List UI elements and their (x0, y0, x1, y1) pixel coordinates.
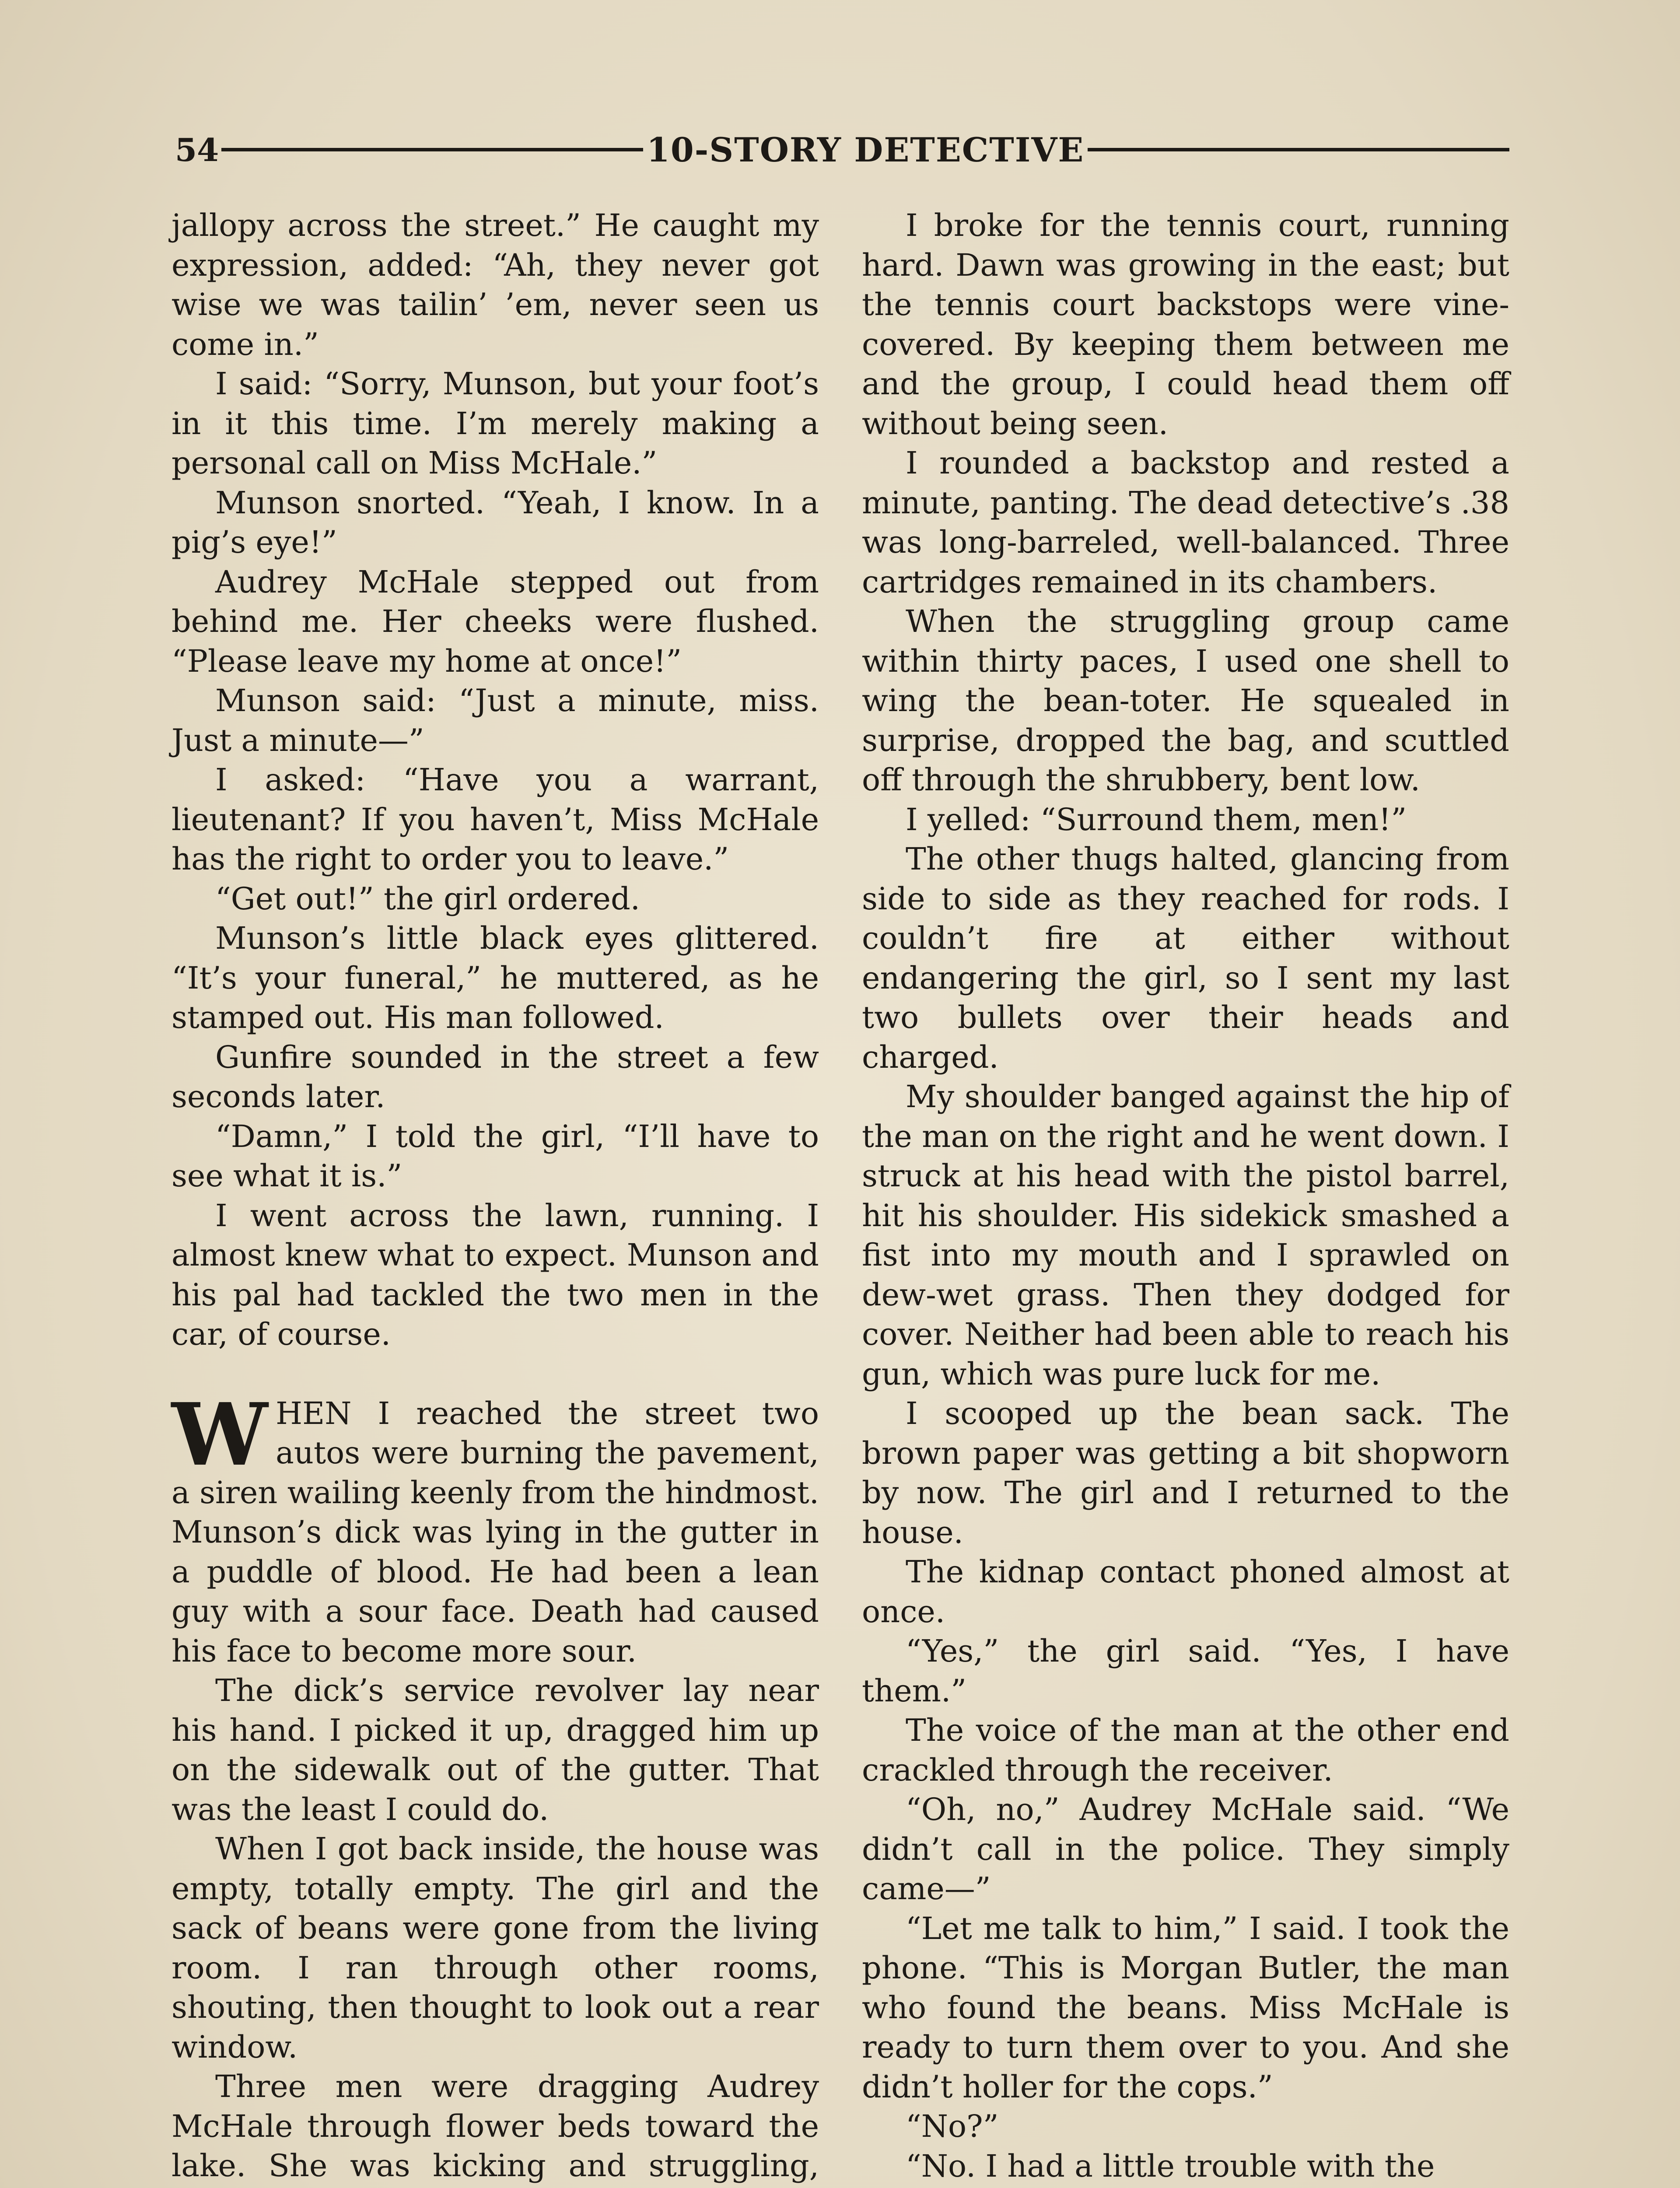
paragraph: I scooped up the bean sack. The brown paper was getting a bit shopworn by now. The girl and I returned to the house. (862, 1396, 1509, 1550)
right-column (862, 206, 1509, 2186)
running-header (175, 128, 1509, 172)
section-opening-text: HEN I reached the street two autos were burning the pavement, a siren wailing keenly from the hindmost. Munson’s dick was lying in the gutter in a puddle of blood. He had been a lean guy with a sour face. Death had caused his face to become more sour. (172, 1395, 819, 1669)
paragraph: When the struggling group came within thirty paces, I used one shell to wing the bean-toter. He squealed in surprise, dropped the bag, and scuttled off through the shrubbery, bent low. (862, 603, 1509, 798)
paragraph: Munson said: “Just a minute, miss. Just a minute—” (172, 683, 819, 758)
paragraph: “Yes,” the girl said. “Yes, I have them.” (862, 1633, 1509, 1709)
paragraph: The voice of the man at the other end crackled through the receiver. (862, 1712, 1509, 1788)
paragraph: “Damn,” I told the girl, “I’ll have to see what it is.” (172, 1118, 819, 1194)
paragraph: I went across the lawn, running. I almost knew what to expect. Munson and his pal had tackled the two men in the car, of course. (172, 1197, 819, 1352)
paragraph: Munson snorted. “Yeah, I know. In a pig’s eye!” (172, 484, 819, 560)
paragraph: The kidnap contact phoned almost at once. (862, 1554, 1509, 1630)
paragraph: I said: “Sorry, Munson, but your foot’s in it this time. I’m merely making a personal call on Miss McHale.” (172, 366, 819, 481)
paragraph: Gunfire sounded in the street a few seconds later. (172, 1039, 819, 1115)
section-opening-paragraph (172, 1384, 819, 1671)
paragraph: “Get out!” the girl ordered. (215, 880, 640, 917)
paragraph: I asked: “Have you a warrant, lieutenant? If you haven’t, Miss McHale has the right to order you to leave.” (172, 762, 819, 877)
header-rule-left (221, 148, 643, 151)
left-column (172, 206, 819, 2188)
drop-cap: W (172, 1384, 268, 1485)
paragraph: My shoulder banged against the hip of the man on the right and he went down. I struck at his head with the pistol barrel, hit his shoulder. His sidekick smashed a fist into my mouth and I sprawled on dew-wet grass. Then they dodged for cover. Neither had been able to reach his gun, which was pure luck for me. (862, 1079, 1509, 1392)
paragraph: “Let me talk to him,” I said. I took the phone. “This is Morgan Butler, the man who found the beans. Miss McHale is ready to turn them over to you. And she didn’t holler for the cops.” (862, 1910, 1509, 2105)
paragraph: The other thugs halted, glancing from side to side as they reached for rods. I couldn’t fire at either without endangering the girl, so I sent my last two bullets over their heads and charged. (862, 841, 1509, 1075)
paragraph: I rounded a backstop and rested a minute, panting. The dead detective’s .38 was long-barreled, well-balanced. Three cartridges remained in its chambers. (862, 445, 1509, 600)
paragraph: “No. I had a little trouble with the (906, 2148, 1435, 2184)
magazine-title: 10-STORY DETECTIVE (646, 130, 1085, 169)
paragraph: “Oh, no,” Audrey McHale said. “We didn’t call in the police. They simply came—” (862, 1792, 1509, 1907)
paragraph: I broke for the tennis court, running hard. Dawn was growing in the east; but the tennis court backstops were vine-covered. By keeping them between me and the group, I could head them off without being seen. (862, 207, 1509, 442)
page-number: 54 (175, 131, 219, 168)
paragraph: The dick’s service revolver lay near his hand. I picked it up, dragged him up on the sidewalk out of the gutter. That was the least I could do. (172, 1673, 819, 1827)
paragraph: jallopy across the street.” He caught my expression, added: “Ah, they never got wise we was tailin’ ’em, never seen us come in.” (172, 207, 819, 362)
paragraph: Audrey McHale stepped out from behind me. Her cheeks were flushed. “Please leave my home at once!” (172, 564, 819, 679)
paragraph: Munson’s little black eyes glittered. “It’s your funeral,” he muttered, as he stamped out. His man followed. (172, 920, 819, 1035)
paragraph: “No?” (906, 2108, 999, 2144)
paragraph: I yelled: “Surround them, men!” (906, 801, 1407, 838)
paragraph: Three men were dragging Audrey McHale through flower beds toward the lake. She was kicking and struggling, (172, 2069, 819, 2184)
paragraph: When I got back inside, the house was empty, totally empty. The girl and the sack of beans were gone from the living room. I ran through other rooms, shouting, then thought to look out a rear window. (172, 1831, 819, 2065)
header-rule-right (1088, 148, 1509, 151)
